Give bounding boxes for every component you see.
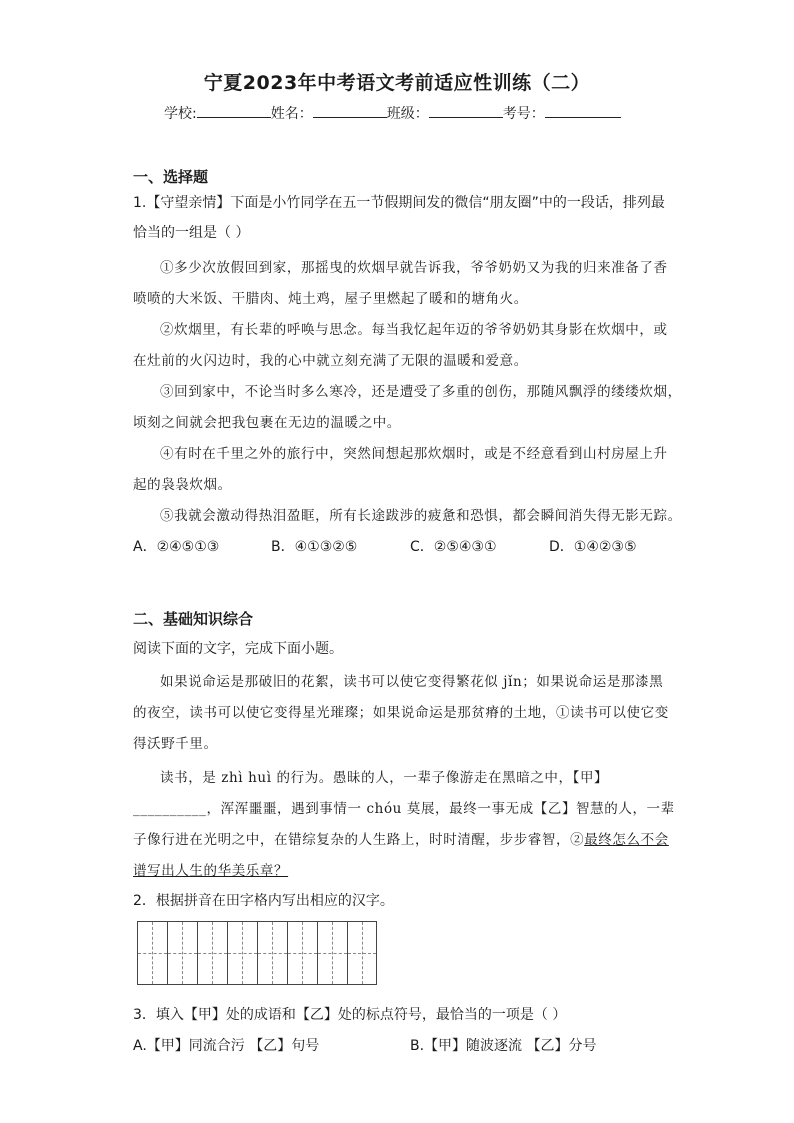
exam-no-label: 考号： — [502, 106, 545, 122]
grid-cell[interactable] — [257, 921, 287, 985]
sentence-4-cont: 起的袅袅炊烟。 — [133, 477, 232, 493]
sentence-1: ①多少次放假回到家，那摇曳的炊烟早就告诉我，爷爷奶奶又为我的归来准备了香 — [160, 260, 668, 276]
passage-para-1-cont: 的夜空，读书可以使它变得星光璀璨；如果说命运是那贫瘠的土地，①读书可以使它变 — [133, 705, 669, 721]
section-heading-choice: 一、选择题 — [133, 168, 209, 186]
sentence-2: ②炊烟里，有长辈的呼唤与思念。每当我忆起年迈的爷爷奶奶其身影在炊烟中，或 — [160, 322, 668, 338]
section-heading-basic: 二、基础知识综合 — [133, 610, 254, 628]
passage-para-2-line3 — [133, 828, 669, 848]
class-blank[interactable] — [429, 103, 503, 118]
passage-text: 子像行进在光明之中，在错综复杂的人生路上，时时清醒，步步睿智，② — [133, 832, 585, 848]
grid-cell[interactable] — [167, 921, 197, 985]
name-blank[interactable] — [313, 103, 387, 118]
option-b[interactable]: B．④①③②⑤ — [271, 539, 358, 555]
passage-para-1-end: 得沃野千里。 — [133, 736, 218, 752]
passage-text: ，浑浑噩噩，遇到事情一 chóu 莫展，最终一事无成【乙】智慧的人，一辈 — [206, 801, 675, 817]
exam-no-blank[interactable] — [545, 103, 621, 118]
underlined-sentence: 最终怎么不会 — [584, 832, 669, 848]
q3-option-a[interactable]: A.【甲】同流合污 【乙】句号 — [133, 1038, 320, 1054]
sentence-3-cont: 顷刻之间就会把我包裹在无边的温暖之中。 — [133, 415, 401, 431]
question-1-stem: 1.【守望亲情】下面是小竹同学在五一节假期间发的微信“朋友圈”中的一段话，排列最 — [133, 195, 665, 211]
school-blank[interactable] — [197, 103, 271, 118]
question-1-stem-cont: 恰当的一组是（ ） — [133, 225, 250, 241]
name-label: 姓名： — [270, 106, 313, 122]
sentence-4: ④有时在千里之外的旅行中，突然间想起那炊烟时，或是不经意看到山村房屋上升 — [160, 446, 668, 462]
page-title: 宁夏2023年中考语文考前适应性训练（二） — [203, 72, 591, 94]
passage-para-2-cont — [133, 797, 675, 817]
jia-blank[interactable]: __________ — [133, 801, 207, 817]
underlined-sentence-cont: 谱写出人生的华美乐章？ — [133, 863, 289, 879]
grid-cell[interactable] — [317, 921, 347, 985]
sentence-5: ⑤我就会激动得热泪盈眶，所有长途跋涉的疲惫和恐惧，都会瞬间消失得无影无踪。 — [160, 508, 682, 524]
student-info-row — [164, 103, 621, 123]
sentence-2-cont: 在灶前的火闪边时，我的心中就立刻充满了无限的温暖和爱意。 — [133, 353, 528, 369]
grid-cell[interactable] — [227, 921, 257, 985]
question-3-stem: 3．填入【甲】处的成语和【乙】处的标点符号，最恰当的一项是（ ） — [133, 1007, 567, 1023]
class-label: 班级： — [386, 106, 429, 122]
grid-cell[interactable] — [287, 921, 317, 985]
school-label: 学校: — [164, 106, 197, 122]
option-c[interactable]: C．②⑤④③① — [410, 539, 497, 555]
grid-cell[interactable] — [197, 921, 227, 985]
sentence-1-cont: 喷喷的大米饭、干腊肉、炖土鸡，屋子里燃起了暖和的塘角火。 — [133, 291, 528, 307]
sentence-3: ③回到家中，不论当时多么寒冷，还是遭受了多重的创伤，那随风飘浮的缕缕炊烟， — [160, 384, 682, 400]
grid-cell[interactable] — [347, 921, 377, 985]
option-d[interactable]: D．①④②③⑤ — [549, 539, 637, 555]
passage-para-2: 读书，是 zhì huì 的行为。愚昧的人，一辈子像游走在黑暗之中，【甲】 — [160, 770, 609, 786]
reading-intro: 阅读下面的文字，完成下面小题。 — [133, 641, 343, 657]
grid-cell[interactable] — [137, 921, 167, 985]
q3-option-b[interactable]: B.【甲】随波逐流 【乙】分号 — [410, 1038, 597, 1054]
tianzige-grid[interactable] — [137, 921, 377, 985]
option-a[interactable]: A．②④⑤①③ — [133, 539, 220, 555]
question-2-stem: 2．根据拼音在田字格内写出相应的汉字。 — [133, 893, 394, 909]
passage-para-1: 如果说命运是那破旧的花絮，读书可以使它变得繁花似 jǐn；如果说命运是那漆黑 — [160, 674, 664, 690]
